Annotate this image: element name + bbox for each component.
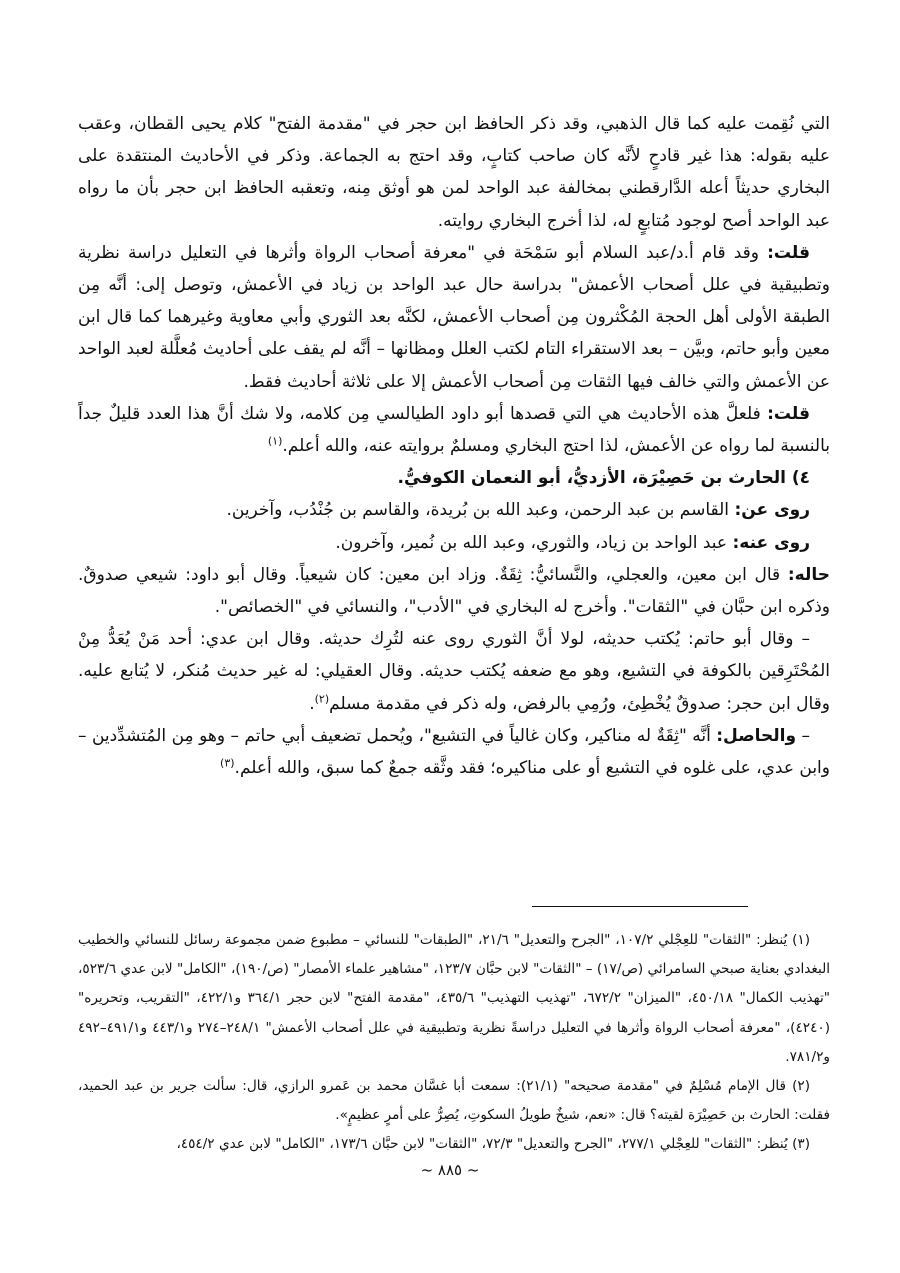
paragraph-3-text: فلعلَّ هذه الأحاديث هي التي قصدها أبو داود الطيالسي مِن كلامه، ولا شك أنَّ هذا العدد قليلٌ جداً بالنسبة لما رواه عن الأعمش، لذا احتج البخاري ومسلمٌ بروايته عنه، والله أعلم. xyxy=(78,403,830,457)
paragraph-3 xyxy=(78,398,830,462)
main-text xyxy=(78,108,830,784)
paragraph-rawa-anhu xyxy=(78,527,830,559)
footnote-ref-1: (١) xyxy=(267,434,283,448)
status-text: قال ابن معين، والعجلي، والنَّسائيُّ: ثِقَةٌ. وزاد ابن معين: كان شيعياً. وقال أبو داود: شيعي صدوقٌ. وذكره ابن حبَّان في "الثقات". وأخرج له البخاري في "الأدب"، والنسائي في "الخصائص". xyxy=(78,564,830,618)
paragraph-criticism xyxy=(78,623,830,720)
paragraph-2 xyxy=(78,237,830,398)
narrator-heading: ٤) الحارث بن حَصِيْرَة، الأزديُّ، أبو النعمان الكوفيُّ. xyxy=(397,468,810,489)
footnote-ref-2: (٢) xyxy=(314,692,330,705)
footnote-3: (٣) يُنظر: "الثقات" للعِجْلي ٢٧٧/١، "الجرح والتعديل" ٧٢/٣، "الثقات" لابن حبَّان ١٧٣/٦، "الكامل" لابن عدي ٤٥٤/٢، xyxy=(176,1136,810,1153)
rawa-anhu-text: عبد الواحد بن زياد، والثوري، وعبد الله بن نُمير، وآخرون. xyxy=(335,532,733,553)
paragraph-rawa-an xyxy=(78,494,830,526)
paragraph-1: التي نُقِمت عليه كما قال الذهبي، وقد ذكر الحافظ ابن حجر في "مقدمة الفتح" كلام يحيى القطان، وعقب عليه بقوله: هذا غير قادحٍ لأنَّه كان صاحب كتابٍ، وقد احتج به الجماعة. وذكر في الأحاديث المنتقدة على البخاري حديثاً أعله الدَّارقطني بمخالفة عبد الواحد لمن هو أوثق مِنه، وتعقبه الحافظ ابن حجر بأن ما رواه عبد الواحد أصح لوجود مُتابعٍ له، لذا أخرج البخاري روايته. xyxy=(78,114,830,231)
paragraph-2-text: وقد قام أ.د/عبد السلام أبو سَمْحَة في "معرفة أصحاب الرواة وأثرها في التعليل دراسة نظرية وتطبيقية في علل أصحاب الأعمش" بدراسة حال عبد الواحد بن زياد في الأعمش، وتوصل إلى: أنَّه مِن الطبقة الأولى أهل الحجة المُكْثرون مِن أصحاب الأعمش، لكنَّه بعد الثوري وأبي معاوية وغيرهما كما قال ابن معين وأبو حاتم، وبيَّن – بعد الاستقراء التام لكتب العلل ومظانها – أنَّه لم يقف على أحاديث مُعلَّلة لعبد الواحد عن الأعمش والتي خالف فيها الثقات مِن أصحاب الأعمش إلا على ثلاثة أحاديث فقط. xyxy=(78,242,830,392)
rawa-anhu-label: روى عنه: xyxy=(732,532,810,553)
qultu-label: قلت: xyxy=(767,403,810,424)
paragraph-conclusion xyxy=(78,720,830,784)
page-number: ~ ٨٨٥ ~ xyxy=(420,1161,480,1179)
footnote-1: (١) يُنظر: "الثقات" للعِجْلي ١٠٧/٢، "الجرح والتعديل" ٢١/٦، "الطبقات" للنسائي – مطبوع ضمن مجموعة رسائل للنسائي والخطيب البغدادي بعناية صبحي السامرائي (ص/١٧) – "الثقات" لابن حبَّان ١٢٣/٧، "مشاهير علماء الأمصار" (ص/١٩٠)، "الكامل" لابن عدي ٥٢٣/٦، "تهذيب الكمال" ٤٥٠/١٨، "الميزان" ٦٧٢/٢، "تهذيب التهذيب" ٤٣٥/٦، "مقدمة الفتح" لابن حجر ٣٦٤/١ و٤٢٢/١، "التقريب، وتحريره" (٤٢٤٠)، "معرفة أصحاب الرواة وأثرها في التعليل دراسةً نظرية وتطبيقية في علل أصحاب الأعمش" ٢٤٨/١–٢٧٤ و٤٤٣/١ و٤٩١/١–٤٩٢ و٧٨١/٢. xyxy=(78,932,830,1065)
qultu-label: قلت: xyxy=(767,242,810,263)
rawa-an-label: روى عن: xyxy=(734,500,810,521)
conclusion-dash: – xyxy=(796,725,811,746)
status-label: حاله: xyxy=(787,564,830,585)
conclusion-text: أنَّه "ثِقَةٌ له مناكير، وكان غالياً في التشيع"، ويُحمل تضعيف أبي حاتم – وهو مِن المُتشدِّدين – وابن عدي، على غلوه في التشيع أو على مناكيره؛ فقد وثَّقه جمعٌ كما سبق، والله أعلم. xyxy=(78,725,830,779)
footnote-2: (٢) قال الإمام مُسْلِمٌ في "مقدمة صحيحه" (٢١/١): سمعت أبا غسَّان محمد بن عَمرو الرازي، قال: سألت جرير بن عبد الحميد، فقلت: الحارث بن حَصِيْرَة لقيته؟ قال: «نعم، شيخٌ طويلُ السكوتِ، يُصِرُّ على أمرٍ عظيمٍ». xyxy=(78,1078,830,1124)
criticism-end: . xyxy=(309,693,315,714)
footnote-ref-3: (٣) xyxy=(220,756,235,770)
conclusion-label: والحاصل: xyxy=(716,725,797,746)
paragraph-status xyxy=(78,559,830,623)
footnote-separator xyxy=(532,906,748,907)
rawa-an-text: القاسم بن عبد الرحمن، وعبد الله بن بُريدة، والقاسم بن جُنْدُب، وآخرين. xyxy=(226,500,735,521)
footnotes xyxy=(78,926,830,1160)
criticism-text: – وقال أبو حاتم: يُكتب حديثه، لولا أنَّ الثوري روى عنه لتُرِك حديثه. وقال ابن عدي: أحد مَنْ يُعَدُّ مِنْ المُحْتَرِقين بالكوفة في التشيع، وهو مع ضعفه يُكتب حديثه. وقال العقيلي: له غير حديث مُنكر، لا يُتابع عليه. وقال ابن حجر: صدوقٌ يُخْطِئ، ورُمِي بالرفض، وله ذكر في مقدمة مسلم xyxy=(78,629,830,714)
